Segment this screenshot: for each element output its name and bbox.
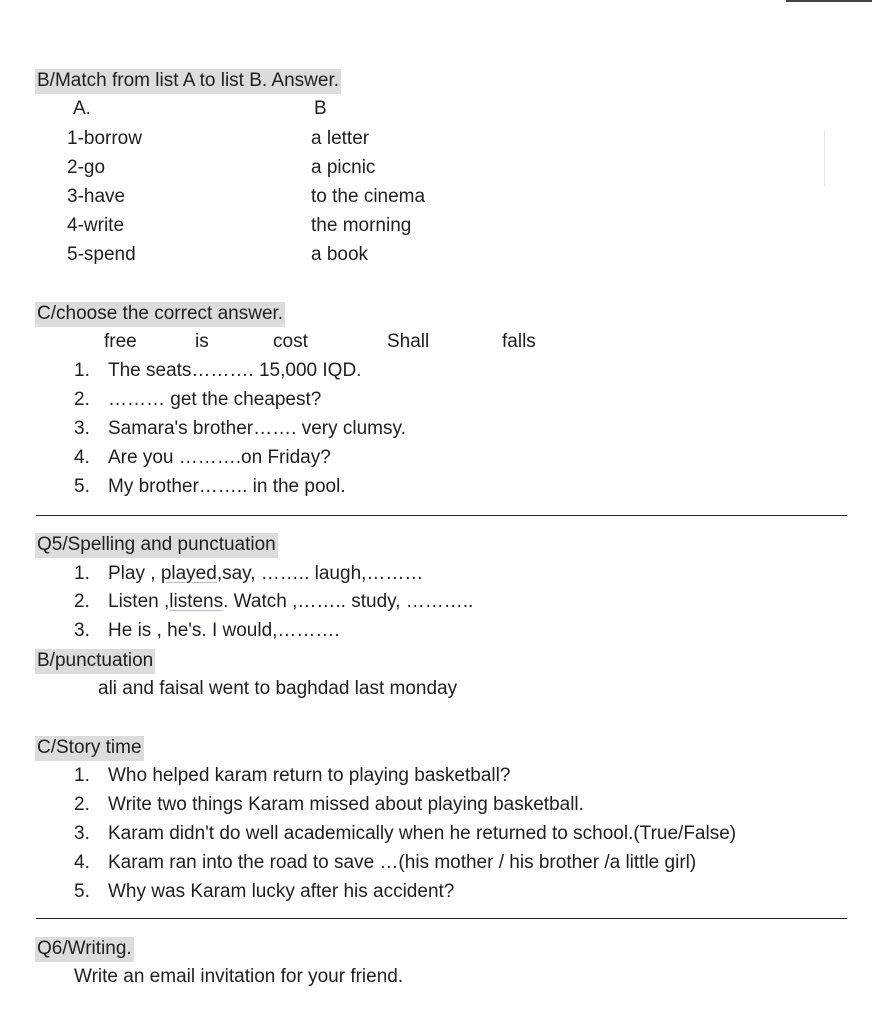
story-item: 4. Karam ran into the road to save …(his mother / his brother /a little girl) — [74, 852, 697, 873]
story-title: C/Story time — [35, 736, 144, 761]
list-b-header: B — [314, 98, 327, 119]
story-item: 1. Who helped karam return to playing basketball? — [74, 765, 511, 786]
story-item: 2. Write two things Karam missed about playing basketball. — [74, 794, 584, 815]
spelling-item: 1. Play , played,say, …….. laugh,……… — [74, 563, 424, 584]
q5-title: Q5/Spelling and punctuation — [35, 533, 278, 558]
section-divider — [36, 515, 847, 516]
list-a-item: 3-have — [67, 186, 126, 207]
choose-title: C/choose the correct answer. — [35, 302, 285, 327]
word-bank-item: cost — [273, 331, 308, 352]
choose-item: 1. The seats………. 15,000 IQD. — [74, 360, 362, 381]
spelling-item: 3. He is , he's. I would,………. — [74, 620, 340, 641]
list-b-item: the morning — [311, 215, 412, 236]
choose-item: 4. Are you ……….on Friday? — [74, 447, 331, 468]
top-edge-line — [786, 0, 872, 2]
list-a-item: 2-go — [67, 157, 106, 178]
choose-item: 2. ……… get the cheapest? — [74, 389, 322, 410]
list-a-header: A. — [73, 98, 91, 119]
match-title: B/Match from list A to list B. Answer. — [35, 69, 341, 94]
story-item: 3. Karam didn't do well academically when he returned to school.(True/False) — [74, 823, 737, 844]
choose-item: 5. My brother…….. in the pool. — [74, 476, 346, 497]
list-b-item: a book — [311, 244, 369, 265]
list-a-item: 4-write — [67, 215, 125, 236]
word-bank-item: free — [104, 331, 137, 352]
story-item: 5. Why was Karam lucky after his accident? — [74, 881, 455, 902]
writing-prompt: Write an email invitation for your friend. — [74, 966, 404, 987]
faint-mark — [824, 130, 825, 186]
choose-item: 3. Samara's brother……. very clumsy. — [74, 418, 406, 439]
word-bank-item: is — [195, 331, 209, 352]
punctuation-title: B/punctuation — [35, 649, 155, 674]
list-a-item: 1-borrow — [67, 128, 142, 149]
list-b-item: a letter — [311, 128, 370, 149]
list-b-item: a picnic — [311, 157, 376, 178]
spelling-item: 2. Listen ,listens. Watch ,…….. study, ……….. — [74, 591, 474, 612]
list-a-item: 5-spend — [67, 244, 136, 265]
section-divider — [36, 918, 847, 919]
punctuation-sentence: ali and faisal went to baghdad last monday — [98, 678, 458, 699]
q6-title: Q6/Writing. — [35, 937, 134, 962]
list-b-item: to the cinema — [311, 186, 426, 207]
word-bank-item: falls — [502, 331, 536, 352]
word-bank-item: Shall — [387, 331, 430, 352]
